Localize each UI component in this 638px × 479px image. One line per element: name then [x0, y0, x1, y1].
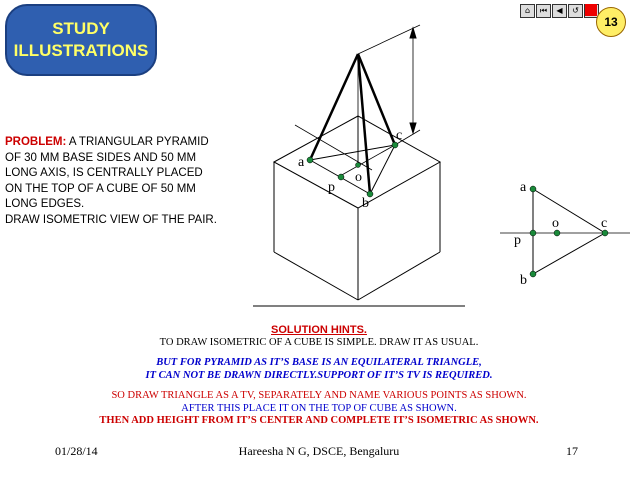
tv-points [530, 186, 608, 277]
hint-line-5: AFTER THIS PLACE IT ON THE TOP OF CUBE AS SHOWN. [181, 402, 457, 414]
tv-label-a: a [520, 180, 527, 195]
tv-point-b [530, 271, 536, 277]
footer-date: 01/28/14 [55, 444, 98, 458]
iso-label-o: o [355, 170, 362, 185]
problem-line-6: DRAW ISOMETRIC VIEW OF THE PAIR. [5, 213, 217, 226]
iso-points [307, 142, 398, 197]
tv-label-p: p [514, 233, 521, 248]
cube [253, 116, 465, 306]
hint-line-4: SO DRAW TRIANGLE AS A TV, SEPARATELY AND NAME VARIOUS POINTS AS SHOWN. [111, 390, 527, 401]
tv-label-b: b [520, 273, 527, 288]
badge-line1: STUDY [52, 19, 110, 38]
problem-line-5: LONG EDGES. [5, 198, 85, 210]
problem-line-3: LONG AXIS, IS CENTRALLY PLACED [5, 167, 203, 179]
first-icon[interactable]: ⏮ [536, 4, 551, 18]
hint-line-2: BUT FOR PYRAMID AS IT’S BASE IS AN EQUILATERAL TRIANGLE, [156, 357, 482, 368]
footer-page: 17 [566, 444, 578, 458]
tv-point-p [530, 230, 536, 236]
pyramid-edge-a [310, 54, 358, 160]
hints-title: SOLUTION HINTS. [271, 324, 367, 336]
tv-label-c: c [601, 216, 608, 231]
hint-line-3: IT CAN NOT BE DRAWN DIRECTLY.SUPPORT OF IT’S TV IS REQUIRED. [145, 369, 493, 381]
prev-icon[interactable]: ◀ [552, 4, 567, 18]
problem-line-4: ON THE TOP OF A CUBE OF 50 MM [5, 182, 196, 195]
iso-point-o [356, 163, 361, 168]
tv-point-a [530, 186, 536, 192]
iso-label-p: p [328, 180, 335, 195]
problem-line-1: A TRIANGULAR PYRAMID [68, 136, 209, 148]
construction-line-1 [295, 125, 372, 170]
hint-line-6: THEN ADD HEIGHT FROM IT’S CENTER AND COMPLETE IT’S ISOMETRIC AS SHOWN. [99, 415, 539, 426]
height-arrow-bottom [410, 123, 416, 133]
iso-label-b: b [362, 196, 369, 211]
page-number-badge: 13 [596, 7, 626, 37]
footer-author: Hareesha N G, DSCE, Bengaluru [238, 444, 400, 458]
cube-edge-bottom-right [358, 252, 440, 300]
iso-label-a: a [298, 155, 305, 170]
top-view-triangle [500, 189, 630, 274]
badge-line2: ILLUSTRATIONS [13, 41, 149, 60]
solution-hints [0, 324, 638, 428]
problem-label: PROBLEM: [5, 136, 67, 148]
iso-point-p [338, 174, 344, 180]
iso-point-a [307, 157, 313, 163]
height-extension-top [358, 25, 420, 54]
home-icon[interactable]: ⌂ [520, 4, 535, 18]
tv-triangle-outline [533, 189, 608, 274]
pyramid [310, 25, 420, 194]
iso-label-c: c [396, 128, 403, 143]
hint-line-1: TO DRAW ISOMETRIC OF A CUBE IS SIMPLE. DRAW IT AS USUAL. [159, 336, 479, 348]
cube-edge-bottom-left [274, 252, 358, 300]
tv-label-o: o [552, 216, 559, 231]
back-icon[interactable]: ↺ [568, 4, 583, 18]
problem-line-2: OF 30 MM BASE SIDES AND 50 MM [5, 151, 197, 164]
